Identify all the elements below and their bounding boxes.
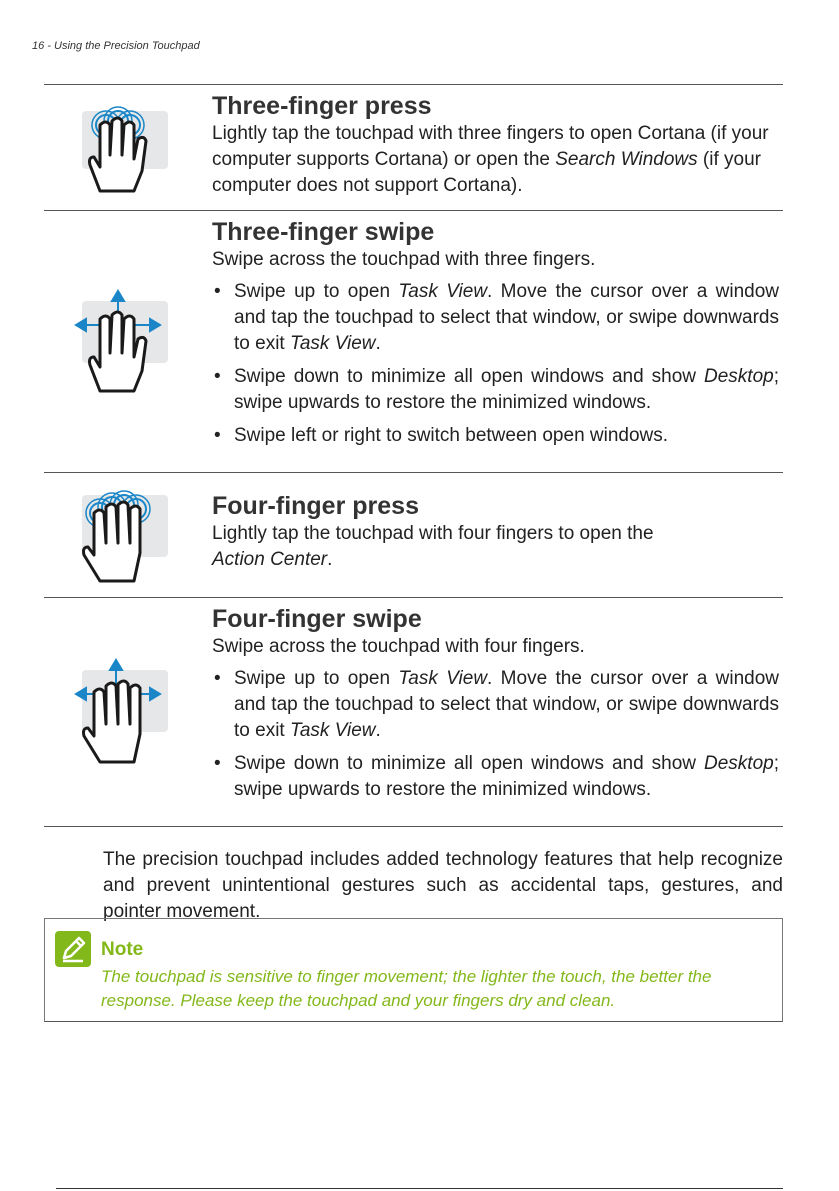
li-text: ; swipe upwards to restore the minimized windows.: [234, 366, 779, 413]
gesture-table: [44, 84, 783, 827]
li-text: Swipe down to minimize all open windows and show: [234, 753, 705, 774]
four-finger-press-title: Four-finger press: [212, 492, 419, 520]
li-text: Swipe up to open: [234, 668, 399, 689]
li-italic: Desktop: [704, 753, 774, 774]
three-finger-swipe-title: Three-finger swipe: [212, 218, 435, 246]
four-finger-swipe-intro: Swipe across the touchpad with four fingers.: [212, 636, 585, 657]
li-italic: Desktop: [704, 366, 774, 387]
four-finger-swipe-bullets: [212, 666, 779, 803]
desc-text: Lightly tap the touchpad with three fingers to open Cortana (if your computer supports Cortana) or open the: [212, 123, 769, 170]
four-finger-swipe-title: Four-finger swipe: [212, 605, 422, 633]
li-italic: Task View: [289, 720, 376, 741]
li-text: .: [375, 333, 381, 354]
row-four-finger-swipe: [44, 598, 783, 827]
desc-text: .: [327, 549, 333, 570]
note-text: The touchpad is sensitive to finger movement; the lighter the touch, the better the response. Please keep the touchpad and your fingers dry and clean.: [101, 967, 712, 1010]
three-finger-swipe-icon: [44, 211, 192, 472]
three-finger-swipe-intro: Swipe across the touchpad with three fingers.: [212, 249, 596, 270]
four-finger-press-description: [212, 521, 779, 573]
li-text: Swipe up to open: [234, 281, 399, 302]
three-finger-press-title: Three-finger press: [212, 92, 432, 120]
row-three-finger-press: [44, 85, 783, 211]
four-finger-press-text: [192, 473, 783, 597]
pencil-note-icon: [55, 931, 91, 972]
three-finger-press-text: [192, 85, 783, 210]
li-italic: Task View: [398, 281, 488, 302]
four-finger-swipe-text: [192, 598, 783, 826]
li-text: Swipe left or right to switch between open windows.: [234, 425, 669, 446]
note-title: Note: [101, 939, 144, 960]
running-header: 16 - Using the Precision Touchpad: [32, 40, 200, 52]
desc-text: (if your computer does not support Cortana).: [212, 149, 761, 196]
three-finger-swipe-bullets: [212, 279, 779, 449]
li-text: ; swipe upwards to restore the minimized windows.: [234, 753, 779, 800]
list-item: [212, 279, 779, 357]
list-item: [212, 423, 779, 449]
three-finger-press-description: [212, 121, 779, 199]
row-four-finger-press: [44, 473, 783, 598]
desc-text: Lightly tap the touchpad with four fingers to open the: [212, 523, 654, 544]
li-italic: Task View: [289, 333, 376, 354]
three-finger-swipe-text: [192, 211, 783, 472]
li-text: . Move the cursor over a window and tap the touchpad to select that window, or swipe downwards to exit: [234, 668, 779, 741]
li-text: Swipe down to minimize all open windows and show: [234, 366, 705, 387]
li-text: . Move the cursor over a window and tap the touchpad to select that window, or swipe downwards to exit: [234, 281, 779, 354]
four-finger-press-icon: [44, 473, 192, 597]
li-text: .: [375, 720, 381, 741]
list-item: [212, 666, 779, 744]
note-box: [44, 918, 783, 1022]
footer-rule: [56, 1188, 783, 1189]
list-item: [212, 364, 779, 416]
three-finger-press-icon: [44, 85, 192, 210]
list-item: [212, 751, 779, 803]
four-finger-swipe-icon: [44, 598, 192, 826]
li-italic: Task View: [398, 668, 488, 689]
desc-italic: Search Windows: [555, 149, 698, 170]
row-three-finger-swipe: [44, 211, 783, 473]
desc-italic: Action Center: [212, 549, 328, 570]
body-paragraph: The precision touchpad includes added technology features that help recognize and prevent unintentional gestures such as accidental taps, gestures, and pointer movement.: [103, 849, 783, 922]
